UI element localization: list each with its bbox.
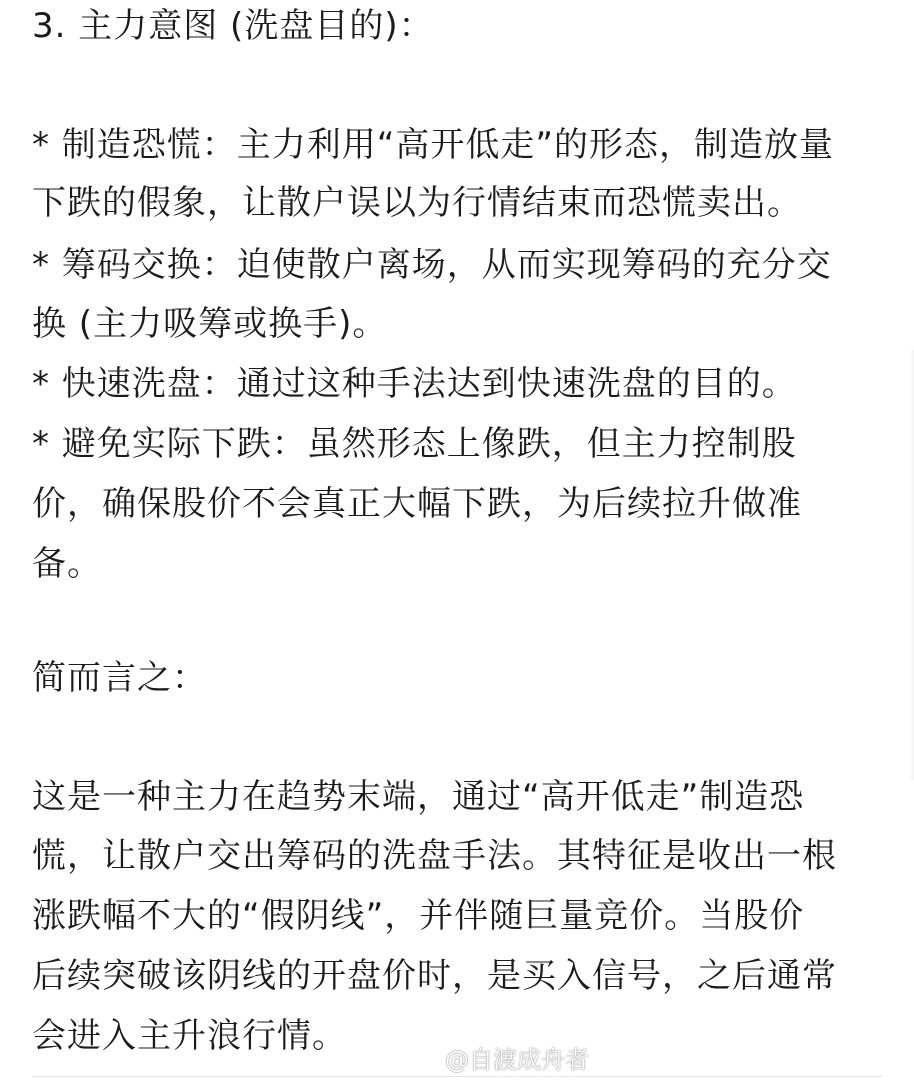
scroll-edge-shadow [908, 350, 914, 780]
paragraph-line: * 避免实际下跌：虽然形态上像跌，但主力控制股 [32, 424, 797, 464]
summary-line: 慌，让散户交出筹码的洗盘手法。其特征是收出一根 [32, 836, 837, 876]
paragraph-line: 换 (主力吸筹或换手)。 [32, 304, 388, 344]
divider [32, 1076, 882, 1077]
summary-line: 后续突破该阴线的开盘价时，是买入信号，之后通常 [32, 956, 837, 996]
watermark [405, 1040, 589, 1074]
paragraph-line: 下跌的假象，让散户误以为行情结束而恐慌卖出。 [32, 183, 802, 223]
summary-line: 这是一种主力在趋势末端，通过“高开低走”制造恐 [32, 777, 805, 817]
paragraph-line: 备。 [32, 544, 102, 584]
summary-line: 会进入主升浪行情。 [32, 1016, 347, 1056]
paragraph-line: * 制造恐慌：主力利用“高开低走”的形态，制造放量 [32, 125, 835, 165]
summary-heading: 简而言之： [32, 658, 207, 698]
paragraph-line: * 快速洗盘：通过这种手法达到快速洗盘的目的。 [32, 364, 797, 404]
section-heading: 3. 主力意图 (洗盘目的)： [32, 6, 434, 46]
weibo-logo-icon [405, 1042, 439, 1072]
paragraph-line: * 筹码交换：迫使散户离场，从而实现筹码的充分交 [32, 245, 832, 285]
paragraph-line: 价，确保股价不会真正大幅下跌，为后续拉升做准 [32, 484, 802, 524]
summary-line: 涨跌幅不大的“假阴线”，并伴随巨量竞价。当股价 [32, 896, 805, 936]
watermark-text: @自渡成舟者 [445, 1045, 589, 1074]
